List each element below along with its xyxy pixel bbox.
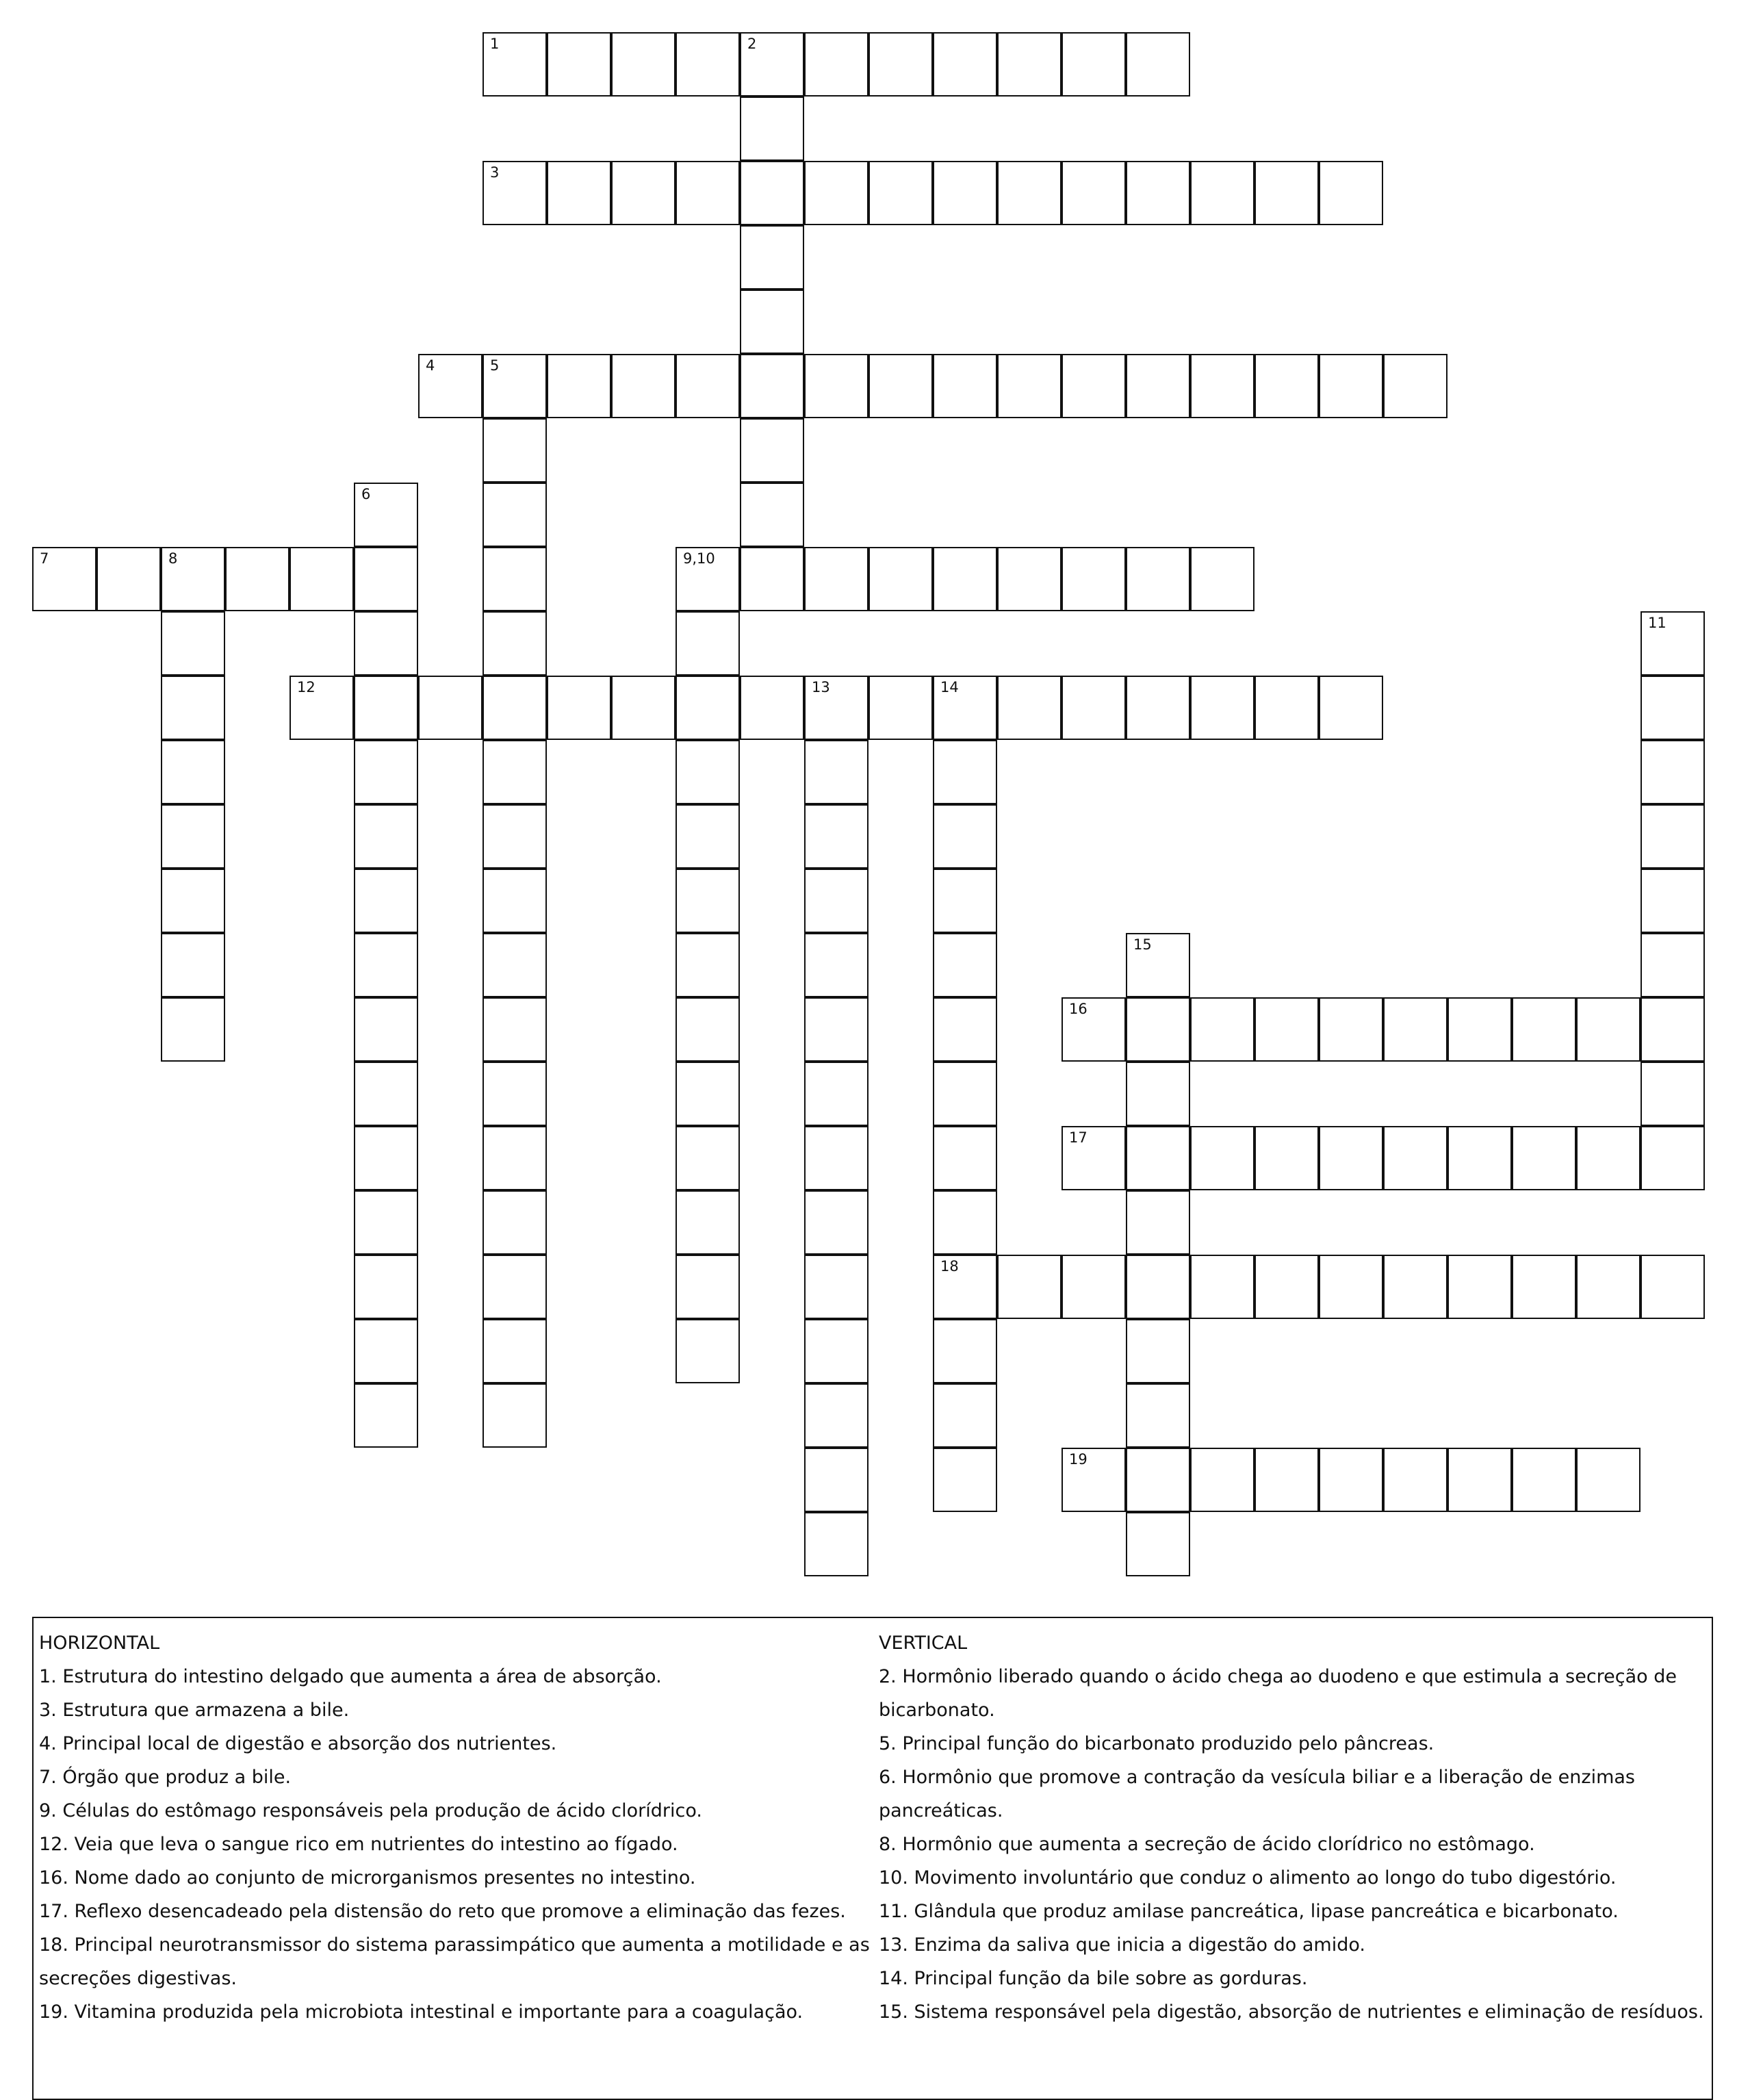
grid-cell[interactable]	[804, 1512, 868, 1576]
vertical-clue: 11. Glândula que produz amilase pancreática, lipase pancreática e bicarbonato.	[879, 1901, 1619, 1922]
grid-cell[interactable]	[483, 804, 547, 869]
grid-cell[interactable]	[225, 547, 290, 611]
grid-cell[interactable]	[1640, 933, 1705, 997]
grid-cell[interactable]	[740, 547, 804, 611]
grid-cell[interactable]	[676, 1319, 740, 1383]
grid-cell[interactable]	[1126, 161, 1190, 225]
grid-cell[interactable]	[418, 354, 483, 418]
grid-cell[interactable]	[1126, 997, 1190, 1062]
grid-cell[interactable]	[676, 1255, 740, 1319]
grid-cell[interactable]	[997, 1255, 1062, 1319]
grid-cell[interactable]	[483, 869, 547, 933]
horizontal-title: HORIZONTAL	[39, 1632, 160, 1654]
horizontal-clue: 9. Células do estômago responsáveis pela produção de ácido clorídrico.	[39, 1800, 702, 1821]
grid-cell[interactable]	[354, 869, 418, 933]
horizontal-clue: 17. Reflexo desencadeado pela distensão do reto que promove a eliminação das fezes.	[39, 1901, 846, 1922]
grid-cell[interactable]	[676, 804, 740, 869]
grid-cell[interactable]	[804, 1126, 868, 1190]
grid-cell[interactable]	[804, 547, 868, 611]
grid-cell[interactable]	[1190, 1448, 1254, 1512]
grid-cell[interactable]	[483, 997, 547, 1062]
grid-cell[interactable]	[483, 676, 547, 740]
grid-cell[interactable]	[1126, 354, 1190, 418]
grid-cell[interactable]	[483, 418, 547, 483]
clue-number: 7	[40, 550, 49, 567]
grid-cell[interactable]	[1319, 1126, 1383, 1190]
grid-cell[interactable]	[933, 804, 997, 869]
clue-number: 5	[490, 357, 500, 374]
grid-cell[interactable]	[676, 32, 740, 97]
grid-cell[interactable]	[354, 933, 418, 997]
grid-cell[interactable]	[547, 354, 611, 418]
clue-number: 11	[1648, 615, 1667, 631]
grid-cell[interactable]	[933, 547, 997, 611]
clue-number: 18	[940, 1258, 959, 1275]
grid-cell[interactable]	[1640, 1126, 1705, 1190]
grid-cell[interactable]	[676, 1126, 740, 1190]
grid-cell[interactable]	[1254, 1448, 1319, 1512]
grid-cell[interactable]	[354, 1062, 418, 1126]
grid-cell[interactable]	[354, 1319, 418, 1383]
grid-cell[interactable]	[611, 161, 676, 225]
grid-cell[interactable]	[997, 354, 1062, 418]
grid-cell[interactable]	[1640, 740, 1705, 804]
grid-cell[interactable]	[933, 676, 997, 740]
grid-cell[interactable]	[804, 740, 868, 804]
grid-cell[interactable]	[740, 483, 804, 547]
grid-cell[interactable]	[933, 1255, 997, 1319]
grid-cell[interactable]	[868, 547, 933, 611]
clue-number: 8	[168, 550, 178, 567]
grid-cell[interactable]	[483, 1126, 547, 1190]
clues-box	[32, 1617, 1713, 2100]
grid-cell[interactable]	[418, 676, 483, 740]
grid-cell[interactable]	[740, 354, 804, 418]
grid-cell[interactable]	[676, 354, 740, 418]
vertical-clue: 13. Enzima da saliva que inicia a digestão do amido.	[879, 1934, 1365, 1956]
grid-cell[interactable]	[354, 1383, 418, 1448]
grid-cell[interactable]	[1383, 354, 1448, 418]
grid-cell[interactable]	[483, 1319, 547, 1383]
grid-cell[interactable]	[354, 547, 418, 611]
grid-cell[interactable]	[1190, 161, 1254, 225]
grid-cell[interactable]	[997, 676, 1062, 740]
grid-cell[interactable]	[1640, 676, 1705, 740]
grid-cell[interactable]	[1383, 997, 1448, 1062]
grid-cell[interactable]	[483, 547, 547, 611]
clue-number: 17	[1069, 1129, 1088, 1146]
clue-number: 6	[361, 486, 371, 502]
grid-cell[interactable]	[804, 354, 868, 418]
grid-cell[interactable]	[161, 933, 225, 997]
grid-cell[interactable]	[1319, 1448, 1383, 1512]
grid-cell[interactable]	[1062, 997, 1126, 1062]
grid-cell[interactable]	[676, 933, 740, 997]
grid-cell[interactable]	[868, 32, 933, 97]
grid-cell[interactable]	[676, 161, 740, 225]
grid-cell[interactable]	[1126, 1190, 1190, 1255]
grid-cell[interactable]	[933, 1383, 997, 1448]
grid-cell[interactable]	[1319, 1255, 1383, 1319]
clue-number: 13	[812, 679, 830, 695]
horizontal-clue-list	[39, 1660, 874, 2029]
grid-cell[interactable]	[804, 1062, 868, 1126]
grid-cell[interactable]	[483, 32, 547, 97]
grid-cell[interactable]	[676, 1190, 740, 1255]
grid-cell[interactable]	[1126, 1319, 1190, 1383]
grid-cell[interactable]	[933, 354, 997, 418]
grid-cell[interactable]	[933, 1319, 997, 1383]
grid-cell[interactable]	[1254, 1255, 1319, 1319]
grid-cell[interactable]	[483, 1190, 547, 1255]
grid-cell[interactable]	[483, 1062, 547, 1126]
grid-cell[interactable]	[1126, 547, 1190, 611]
grid-cell[interactable]	[354, 1190, 418, 1255]
horizontal-clue: 1. Estrutura do intestino delgado que aumenta a área de absorção.	[39, 1666, 662, 1687]
grid-cell[interactable]	[804, 32, 868, 97]
grid-cell[interactable]	[1062, 32, 1126, 97]
grid-cell[interactable]	[1126, 1255, 1190, 1319]
grid-cell[interactable]	[676, 676, 740, 740]
vertical-clue: 10. Movimento involuntário que conduz o alimento ao longo do tubo digestório.	[879, 1867, 1617, 1888]
grid-cell[interactable]	[676, 869, 740, 933]
grid-cell[interactable]	[1576, 1255, 1640, 1319]
grid-cell[interactable]	[933, 933, 997, 997]
horizontal-clue: 16. Nome dado ao conjunto de microrganismos presentes no intestino.	[39, 1867, 696, 1888]
grid-cell[interactable]	[933, 1126, 997, 1190]
grid-cell[interactable]	[483, 933, 547, 997]
grid-cell[interactable]	[1512, 1448, 1576, 1512]
grid-cell[interactable]	[1640, 1255, 1705, 1319]
grid-cell[interactable]	[1640, 869, 1705, 933]
clue-number: 4	[426, 357, 435, 374]
grid-cell[interactable]	[483, 483, 547, 547]
vertical-clue: 2. Hormônio liberado quando o ácido chega ao duodeno e que estimula a secreção de bicarbonato.	[879, 1666, 1677, 1721]
grid-cell[interactable]	[483, 740, 547, 804]
grid-cell[interactable]	[804, 676, 868, 740]
grid-cell[interactable]	[32, 547, 96, 611]
grid-cell[interactable]	[1254, 1126, 1319, 1190]
grid-cell[interactable]	[1062, 1448, 1126, 1512]
grid-cell[interactable]	[1190, 1126, 1254, 1190]
grid-cell[interactable]	[354, 804, 418, 869]
grid-cell[interactable]	[1190, 354, 1254, 418]
grid-cell[interactable]	[804, 161, 868, 225]
grid-cell[interactable]	[161, 869, 225, 933]
grid-cell[interactable]	[676, 611, 740, 676]
grid-cell[interactable]	[1062, 1126, 1126, 1190]
grid-cell[interactable]	[1576, 1448, 1640, 1512]
clue-number: 15	[1133, 936, 1152, 953]
grid-cell[interactable]	[1383, 1448, 1448, 1512]
vertical-clue: 8. Hormônio que aumenta a secreção de ácido clorídrico no estômago.	[879, 1834, 1535, 1855]
grid-cell[interactable]	[1126, 1126, 1190, 1190]
grid-cell[interactable]	[1512, 997, 1576, 1062]
clue-number: 9,10	[683, 550, 715, 567]
grid-cell[interactable]	[1448, 1126, 1512, 1190]
grid-cell[interactable]	[1190, 997, 1254, 1062]
grid-cell[interactable]	[676, 1062, 740, 1126]
clue-number: 16	[1069, 1001, 1088, 1017]
horizontal-clue: 12. Veia que leva o sangue rico em nutrientes do intestino ao fígado.	[39, 1834, 678, 1855]
grid-cell[interactable]	[1190, 1255, 1254, 1319]
grid-cell[interactable]	[740, 97, 804, 161]
grid-cell[interactable]	[96, 547, 161, 611]
grid-cell[interactable]	[354, 676, 418, 740]
horizontal-clue: 3. Estrutura que armazena a bile.	[39, 1700, 350, 1721]
grid-cell[interactable]	[290, 547, 354, 611]
grid-cell[interactable]	[161, 804, 225, 869]
grid-cell[interactable]	[1126, 1383, 1190, 1448]
vertical-title: VERTICAL	[879, 1632, 968, 1654]
grid-cell[interactable]	[1319, 161, 1383, 225]
grid-cell[interactable]	[1062, 547, 1126, 611]
grid-cell[interactable]	[1383, 1255, 1448, 1319]
grid-cell[interactable]	[997, 32, 1062, 97]
clue-number: 12	[297, 679, 316, 695]
grid-cell[interactable]	[1254, 161, 1319, 225]
grid-cell[interactable]	[1062, 1255, 1126, 1319]
grid-cell[interactable]	[1126, 1512, 1190, 1576]
grid-cell[interactable]	[740, 290, 804, 354]
vertical-clue-list	[879, 1660, 1707, 2029]
grid-cell[interactable]	[1576, 997, 1640, 1062]
grid-cell[interactable]	[933, 1448, 997, 1512]
grid-cell[interactable]	[804, 1383, 868, 1448]
grid-cell[interactable]	[547, 32, 611, 97]
grid-cell[interactable]	[547, 676, 611, 740]
grid-cell[interactable]	[1254, 354, 1319, 418]
grid-cell[interactable]	[161, 611, 225, 676]
grid-cell[interactable]	[1640, 1062, 1705, 1126]
grid-cell[interactable]	[1254, 997, 1319, 1062]
grid-cell[interactable]	[676, 547, 740, 611]
grid-cell[interactable]	[483, 1255, 547, 1319]
grid-cell[interactable]	[804, 1190, 868, 1255]
grid-cell[interactable]	[1448, 1448, 1512, 1512]
grid-cell[interactable]	[740, 225, 804, 290]
grid-cell[interactable]	[1512, 1126, 1576, 1190]
horizontal-clue: 7. Órgão que produz a bile.	[39, 1767, 292, 1788]
grid-cell[interactable]	[1126, 676, 1190, 740]
horizontal-clue: 19. Vitamina produzida pela microbiota intestinal e importante para a coagulação.	[39, 2001, 803, 2023]
grid-cell[interactable]	[804, 1448, 868, 1512]
grid-cell[interactable]	[933, 161, 997, 225]
grid-cell[interactable]	[1383, 1126, 1448, 1190]
clue-number: 14	[940, 679, 959, 695]
vertical-clue: 6. Hormônio que promove a contração da vesícula biliar e a liberação de enzimas pancreáticas.	[879, 1767, 1635, 1821]
grid-cell[interactable]	[997, 161, 1062, 225]
grid-cell[interactable]	[868, 161, 933, 225]
grid-cell[interactable]	[804, 1255, 868, 1319]
grid-cell[interactable]	[1512, 1255, 1576, 1319]
clue-number: 2	[747, 36, 757, 52]
grid-cell[interactable]	[354, 1255, 418, 1319]
grid-cell[interactable]	[611, 676, 676, 740]
grid-cell[interactable]	[933, 997, 997, 1062]
grid-cell[interactable]	[483, 354, 547, 418]
grid-cell[interactable]	[997, 547, 1062, 611]
grid-cell[interactable]	[804, 869, 868, 933]
grid-cell[interactable]	[740, 32, 804, 97]
vertical-clues	[879, 1626, 1707, 2029]
clue-number: 1	[490, 36, 500, 52]
vertical-clue: 5. Principal função do bicarbonato produzido pelo pâncreas.	[879, 1733, 1434, 1754]
grid-cell[interactable]	[161, 547, 225, 611]
grid-cell[interactable]	[676, 997, 740, 1062]
grid-cell[interactable]	[1126, 32, 1190, 97]
grid-cell[interactable]	[1126, 1448, 1190, 1512]
grid-cell[interactable]	[1319, 354, 1383, 418]
grid-cell[interactable]	[933, 32, 997, 97]
grid-cell[interactable]	[1126, 1062, 1190, 1126]
grid-cell[interactable]	[611, 354, 676, 418]
grid-cell[interactable]	[1640, 997, 1705, 1062]
clue-number: 19	[1069, 1451, 1088, 1468]
vertical-clue: 14. Principal função da bile sobre as gorduras.	[879, 1968, 1308, 1989]
grid-cell[interactable]	[483, 1383, 547, 1448]
grid-cell[interactable]	[1254, 676, 1319, 740]
grid-cell[interactable]	[804, 997, 868, 1062]
grid-cell[interactable]	[611, 32, 676, 97]
vertical-clue: 15. Sistema responsável pela digestão, absorção de nutrientes e eliminação de resíduos.	[879, 2001, 1704, 2023]
grid-cell[interactable]	[933, 740, 997, 804]
grid-cell[interactable]	[868, 354, 933, 418]
grid-cell[interactable]	[740, 418, 804, 483]
grid-cell[interactable]	[933, 1190, 997, 1255]
grid-cell[interactable]	[1319, 676, 1383, 740]
grid-cell[interactable]	[1062, 354, 1126, 418]
grid-cell[interactable]	[1448, 1255, 1512, 1319]
grid-cell[interactable]	[1126, 933, 1190, 997]
grid-cell[interactable]	[804, 804, 868, 869]
grid-cell[interactable]	[1190, 547, 1254, 611]
grid-cell[interactable]	[354, 997, 418, 1062]
grid-cell[interactable]	[1319, 997, 1383, 1062]
grid-cell[interactable]	[290, 676, 354, 740]
horizontal-clues	[39, 1626, 874, 2029]
grid-cell[interactable]	[483, 611, 547, 676]
grid-cell[interactable]	[804, 933, 868, 997]
grid-cell[interactable]	[1190, 676, 1254, 740]
clue-number: 3	[490, 164, 500, 181]
grid-cell[interactable]	[740, 676, 804, 740]
grid-cell[interactable]	[804, 1319, 868, 1383]
grid-cell[interactable]	[676, 740, 740, 804]
grid-cell[interactable]	[161, 740, 225, 804]
grid-cell[interactable]	[161, 676, 225, 740]
grid-cell[interactable]	[740, 161, 804, 225]
grid-cell[interactable]	[1640, 804, 1705, 869]
grid-cell[interactable]	[354, 611, 418, 676]
horizontal-clue: 18. Principal neurotransmissor do sistema parassimpático que aumenta a motilidade e as secreções digestivas.	[39, 1934, 870, 1989]
grid-cell[interactable]	[483, 161, 547, 225]
grid-cell[interactable]	[354, 1126, 418, 1190]
grid-cell[interactable]	[1640, 611, 1705, 676]
grid-cell[interactable]	[161, 997, 225, 1062]
grid-cell[interactable]	[354, 740, 418, 804]
grid-cell[interactable]	[1576, 1126, 1640, 1190]
grid-cell[interactable]	[1062, 676, 1126, 740]
grid-cell[interactable]	[933, 869, 997, 933]
grid-cell[interactable]	[1062, 161, 1126, 225]
grid-cell[interactable]	[547, 161, 611, 225]
grid-cell[interactable]	[354, 483, 418, 547]
grid-cell[interactable]	[933, 1062, 997, 1126]
horizontal-clue: 4. Principal local de digestão e absorção dos nutrientes.	[39, 1733, 557, 1754]
grid-cell[interactable]	[1448, 997, 1512, 1062]
grid-cell[interactable]	[868, 676, 933, 740]
